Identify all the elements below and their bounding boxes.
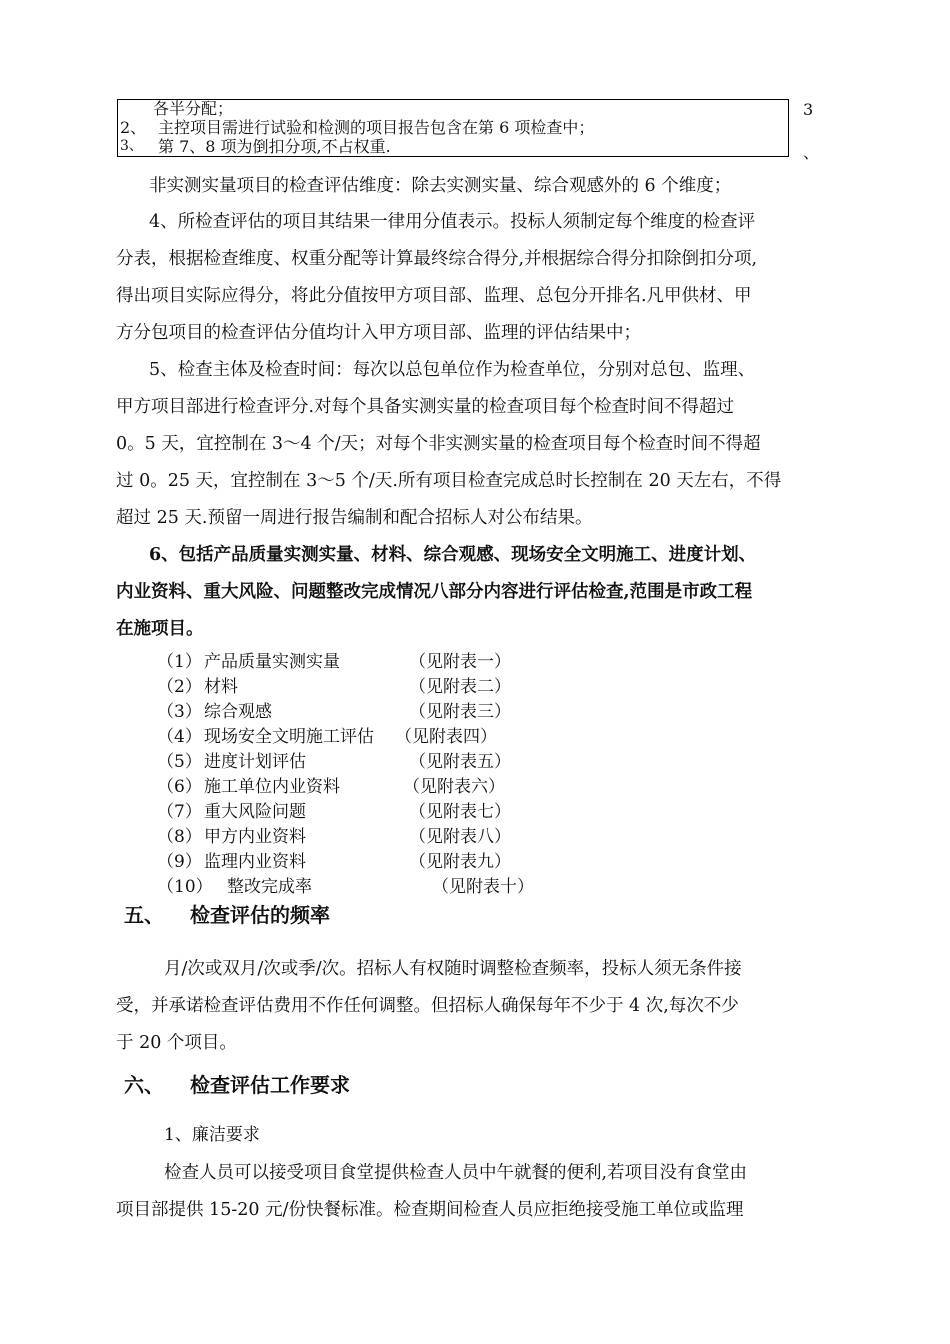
item-name: 进度计划评估	[204, 752, 306, 772]
item-reference: （见附表三）	[409, 702, 511, 722]
section-6-line-1: 检查人员可以接受项目食堂提供检查人员中午就餐的便利,若项目没有食堂由	[164, 1163, 748, 1183]
item-number: （9）	[157, 852, 202, 872]
para4-line-2: 分表，根据检查维度、权重分配等计算最终综合得分,并根据综合得分扣除倒扣分项,	[116, 249, 758, 269]
item-number: （6）	[157, 777, 202, 797]
para4-line-3: 得出项目实际应得分，将此分值按甲方项目部、监理、总包分开排名.凡甲供材、甲	[116, 286, 752, 306]
item-reference: （见附表一）	[409, 652, 511, 672]
dimensions-paragraph: 非实测实量项目的检查评估维度：除去实测实量、综合观感外的 6 个维度；	[149, 176, 732, 196]
section-5-line-3: 于 20 个项目。	[116, 1033, 237, 1053]
side-mark-number: 3	[803, 100, 814, 119]
note-line-2: 主控项目需进行试验和检测的项目报告包含在第 6 项检查中；	[158, 118, 595, 137]
section-6-subheading: 1、廉洁要求	[164, 1125, 260, 1145]
item-reference: （见附表十）	[432, 877, 534, 897]
item-reference: （见附表六）	[403, 777, 505, 797]
item-reference: （见附表二）	[409, 677, 511, 697]
section-5-line-2: 受，并承诺检查评估费用不作任何调整。但招标人确保每年不少于 4 次,每次不少	[116, 996, 739, 1016]
item-name: 重大风险问题	[204, 802, 306, 822]
item-name: 材料	[204, 677, 238, 697]
note-line-3: 第 7、8 项为倒扣分项,不占权重.	[158, 137, 391, 156]
para5-line-1: 5、检查主体及检查时间：每次以总包单位作为检查单位，分别对总包、监理、	[149, 360, 756, 380]
item-reference: （见附表五）	[409, 752, 511, 772]
item-name: 综合观感	[204, 702, 272, 722]
item-name: 监理内业资料	[204, 852, 306, 872]
notes-box	[117, 99, 789, 157]
item-number: （4）	[157, 727, 202, 747]
item-number: （5）	[157, 752, 202, 772]
item-reference: （见附表七）	[409, 802, 511, 822]
item-number: （8）	[157, 827, 202, 847]
note-line-1: 各半分配；	[153, 99, 234, 118]
item-number: （3）	[157, 702, 202, 722]
note-line-3-number: 3、	[120, 138, 143, 154]
note-line-2-number: 2、	[120, 118, 147, 137]
item-reference: （见附表八）	[409, 827, 511, 847]
para4-line-1: 4、所检查评估的项目其结果一律用分值表示。投标人须制定每个维度的检查评	[149, 212, 756, 232]
item-number: （2）	[157, 677, 202, 697]
section-5-number: 五、	[124, 903, 164, 927]
para5-line-5: 超过 25 天.预留一周进行报告编制和配合招标人对公布结果。	[116, 508, 593, 528]
para6-line-3: 在施项目。	[116, 619, 204, 639]
item-number: （10）	[157, 877, 213, 897]
item-name: 甲方内业资料	[204, 827, 306, 847]
para6-line-1: 6、包括产品质量实测实量、材料、综合观感、现场安全文明施工、进度计划、	[149, 545, 757, 565]
para5-line-4: 过 0。25 天，宜控制在 3～5 个/天.所有项目检查完成总时长控制在 20 天左右，不得	[116, 471, 782, 491]
item-number: （1）	[157, 652, 202, 672]
side-mark-comma: 、	[803, 143, 820, 162]
item-reference: （见附表九）	[409, 852, 511, 872]
item-reference: （见附表四）	[395, 727, 497, 747]
item-number: （7）	[157, 802, 202, 822]
section-5-title: 检查评估的频率	[190, 903, 330, 927]
item-name: 产品质量实测实量	[204, 652, 340, 672]
para5-line-3: 0。5 天，宜控制在 3～4 个/天；对每个非实测实量的检查项目每个检查时间不得超	[116, 434, 761, 454]
item-name: 施工单位内业资料	[204, 777, 340, 797]
section-6-line-2: 项目部提供 15-20 元/份快餐标准。检查期间检查人员应拒绝接受施工单位或监理	[116, 1200, 744, 1220]
section-5-line-1: 月/次或双月/次或季/次。招标人有权随时调整检查频率，投标人须无条件接	[164, 959, 742, 979]
item-name: 整改完成率	[227, 877, 312, 897]
para5-line-2: 甲方项目部进行检查评分.对每个具备实测实量的检查项目每个检查时间不得超过	[116, 397, 735, 417]
para6-line-2: 内业资料、重大风险、问题整改完成情况八部分内容进行评估检查,范围是市政工程	[116, 582, 753, 602]
section-6-number: 六、	[124, 1073, 164, 1097]
section-6-title: 检查评估工作要求	[190, 1073, 350, 1097]
item-name: 现场安全文明施工评估	[204, 727, 374, 747]
para4-line-4: 方分包项目的检查评估分值均计入甲方项目部、监理的评估结果中；	[116, 323, 641, 343]
